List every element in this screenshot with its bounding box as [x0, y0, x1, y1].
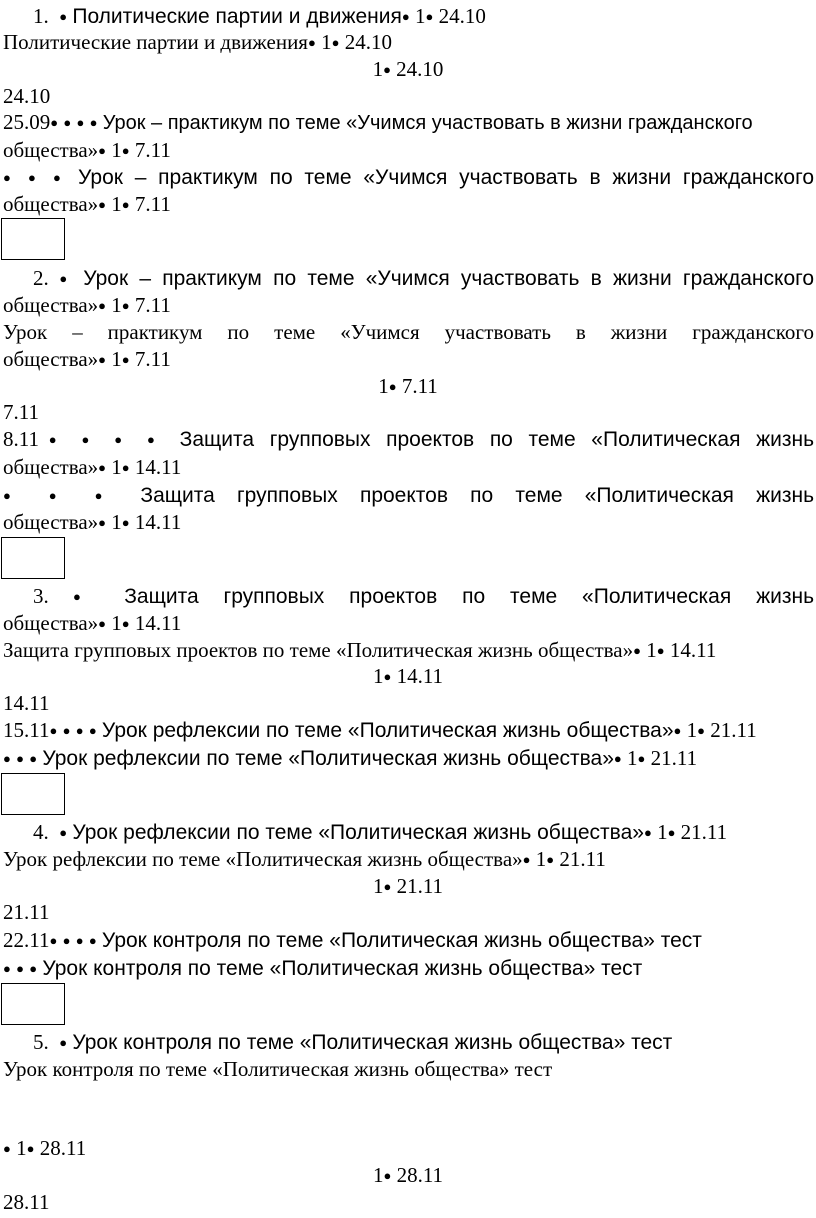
item-5-lesson-line: ● 1● 28.11: [3, 1136, 87, 1160]
empty-cell-box: [1, 537, 65, 579]
item-2-numbered-cont: общества»● 1● 7.11: [3, 293, 171, 317]
item-3-topic: Защита групповых проектов по теме «Политическая жизнь общества»● 1● 14.11: [3, 638, 717, 662]
item-4-numbered: 4. ● Урок рефлексии по теме «Политическая жизнь общества»● 1● 21.11: [33, 820, 728, 844]
item-2-numbered: 2. ● Урок – практикум по теме «Учимся участвовать в жизни гражданского: [33, 266, 815, 290]
item-4-prev-line: 15.11● ● ● ● Урок рефлексии по теме «Политическая жизнь общества»● 1● 21.11: [3, 718, 757, 742]
item-2-center: 1● 7.11: [378, 374, 438, 398]
item-2-bullets-line: ● ● ● Урок – практикум по теме «Учимся участвовать в жизни гражданского: [3, 166, 814, 189]
item-1-date: 24.10: [3, 84, 51, 108]
item-4-topic: Урок рефлексии по теме «Политическая жизнь общества»● 1● 21.11: [3, 847, 606, 871]
item-3-numbered: 3. ● Защита групповых проектов по теме «Политическая жизнь: [33, 584, 815, 608]
item-3-date: 14.11: [3, 691, 50, 715]
item-3-bullets-line: ● ● ● Защита групповых проектов по теме «Политическая жизнь: [3, 484, 815, 507]
item-1-center: 1● 24.10: [372, 57, 444, 81]
item-2-date: 7.11: [3, 400, 39, 424]
empty-cell-box: [1, 218, 65, 260]
item-2-topic-cont: общества»● 1● 7.11: [3, 347, 171, 371]
item-5-prev-line: 22.11● ● ● ● Урок контроля по теме «Политическая жизнь общества» тест: [3, 928, 702, 952]
item-3-prev-cont: общества»● 1● 14.11: [3, 455, 182, 479]
item-5-topic: Урок контроля по теме «Политическая жизнь общества» тест: [3, 1057, 553, 1081]
item-2-topic: Урок – практикум по теме «Учимся участвовать в жизни гражданского: [3, 320, 814, 344]
item-3-center: 1● 14.11: [372, 664, 444, 688]
empty-cell-box: [1, 983, 65, 1025]
item-3-prev-line: 8.11● ● ● ● Защита групповых проектов по теме «Политическая жизнь: [3, 427, 815, 451]
item-4-date: 21.11: [3, 900, 50, 924]
item-1-topic: Политические партии и движения● 1● 24.10: [3, 30, 392, 54]
item-3-numbered-cont: общества»● 1● 14.11: [3, 611, 182, 635]
item-4-center: 1● 21.11: [372, 874, 444, 898]
item-5-center: 1● 28.11: [372, 1163, 444, 1187]
empty-cell-box: [1, 773, 65, 815]
item-4-bullets-line: ● ● ● Урок рефлексии по теме «Политическая жизнь общества»● 1● 21.11: [3, 746, 698, 770]
item-3-bullets-cont: общества»● 1● 14.11: [3, 510, 182, 534]
item-5-numbered: 5. ● Урок контроля по теме «Политическая жизнь общества» тест: [33, 1030, 673, 1054]
item-2-prev-cont: общества»● 1● 7.11: [3, 138, 171, 162]
item-2-prev-line: 25.09● ● ● ● Урок – практикум по теме «Учимся участвовать в жизни гражданского: [3, 110, 753, 134]
item-5-date: 28.11: [3, 1190, 50, 1214]
item-5-bullets-line: ● ● ● Урок контроля по теме «Политическая жизнь общества» тест: [3, 957, 643, 980]
item-1-numbered: 1. ● Политические партии и движения● 1● 24.10: [33, 4, 486, 28]
item-2-bullets-cont: общества»● 1● 7.11: [3, 192, 171, 216]
